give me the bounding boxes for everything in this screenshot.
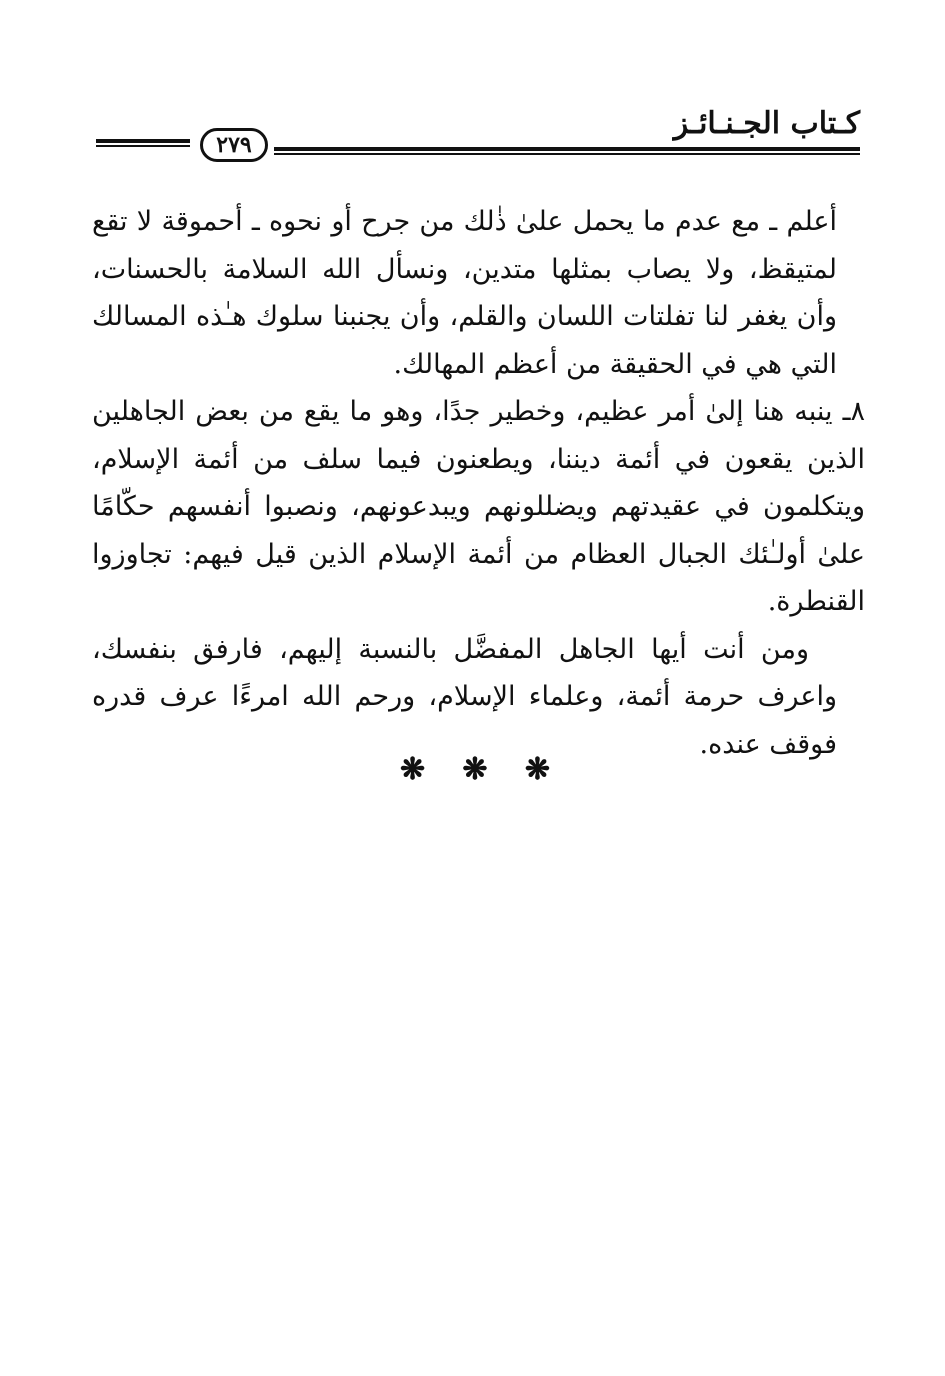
paragraph-closing: ومن أنت أيها الجاهل المفضَّل بالنسبة إليهم، فارفق بنفسك، واعرف حرمة أئمة، وعلماء الإسلام، ورحم الله امرءًا عرف قدره فوقف عنده. [92, 633, 837, 760]
header-rule-left [96, 139, 190, 149]
body-text [92, 198, 865, 768]
separator-star-icon: ❋ [400, 752, 426, 787]
section-separator [400, 750, 550, 790]
paragraph-item-8: ٨ـ ينبه هنا إلىٰ أمر عظيم، وخطير جدًا، وهو ما يقع من بعض الجاهلين الذين يقعون في أئمة ديننا، ويطعنون فيما سلف من أئمة الإسلام، ويتكلمون في عقيدتهم ويضللونهم ويبدعونهم، ونصبوا أنفسهم حكّامًا علىٰ أولـٰئك الجبال العظام من أئمة الإسلام الذين قيل فيهم: تجاوزوا القنطرة. [92, 396, 865, 617]
page-number: ٢٧٩ [200, 128, 268, 162]
running-header [96, 100, 860, 170]
separator-star-icon: ❋ [462, 752, 488, 787]
header-title: كـتاب الجـنـائـز [673, 106, 860, 141]
separator-star-icon: ❋ [524, 752, 550, 787]
paragraph-continuation: أعلم ـ مع عدم ما يحمل علىٰ ذٰلك من جرح أو نحوه ـ أحموقة لا تقع لمتيقظ، ولا يصاب بمثلها متدين، ونسأل الله السلامة بالحسنات، وأن يغفر لنا تفلتات اللسان والقلم، وأن يجنبنا سلوك هـٰذه المسالك التي هي في الحقيقة من أعظم المهالك. [92, 206, 837, 380]
header-rule-right [274, 147, 860, 157]
